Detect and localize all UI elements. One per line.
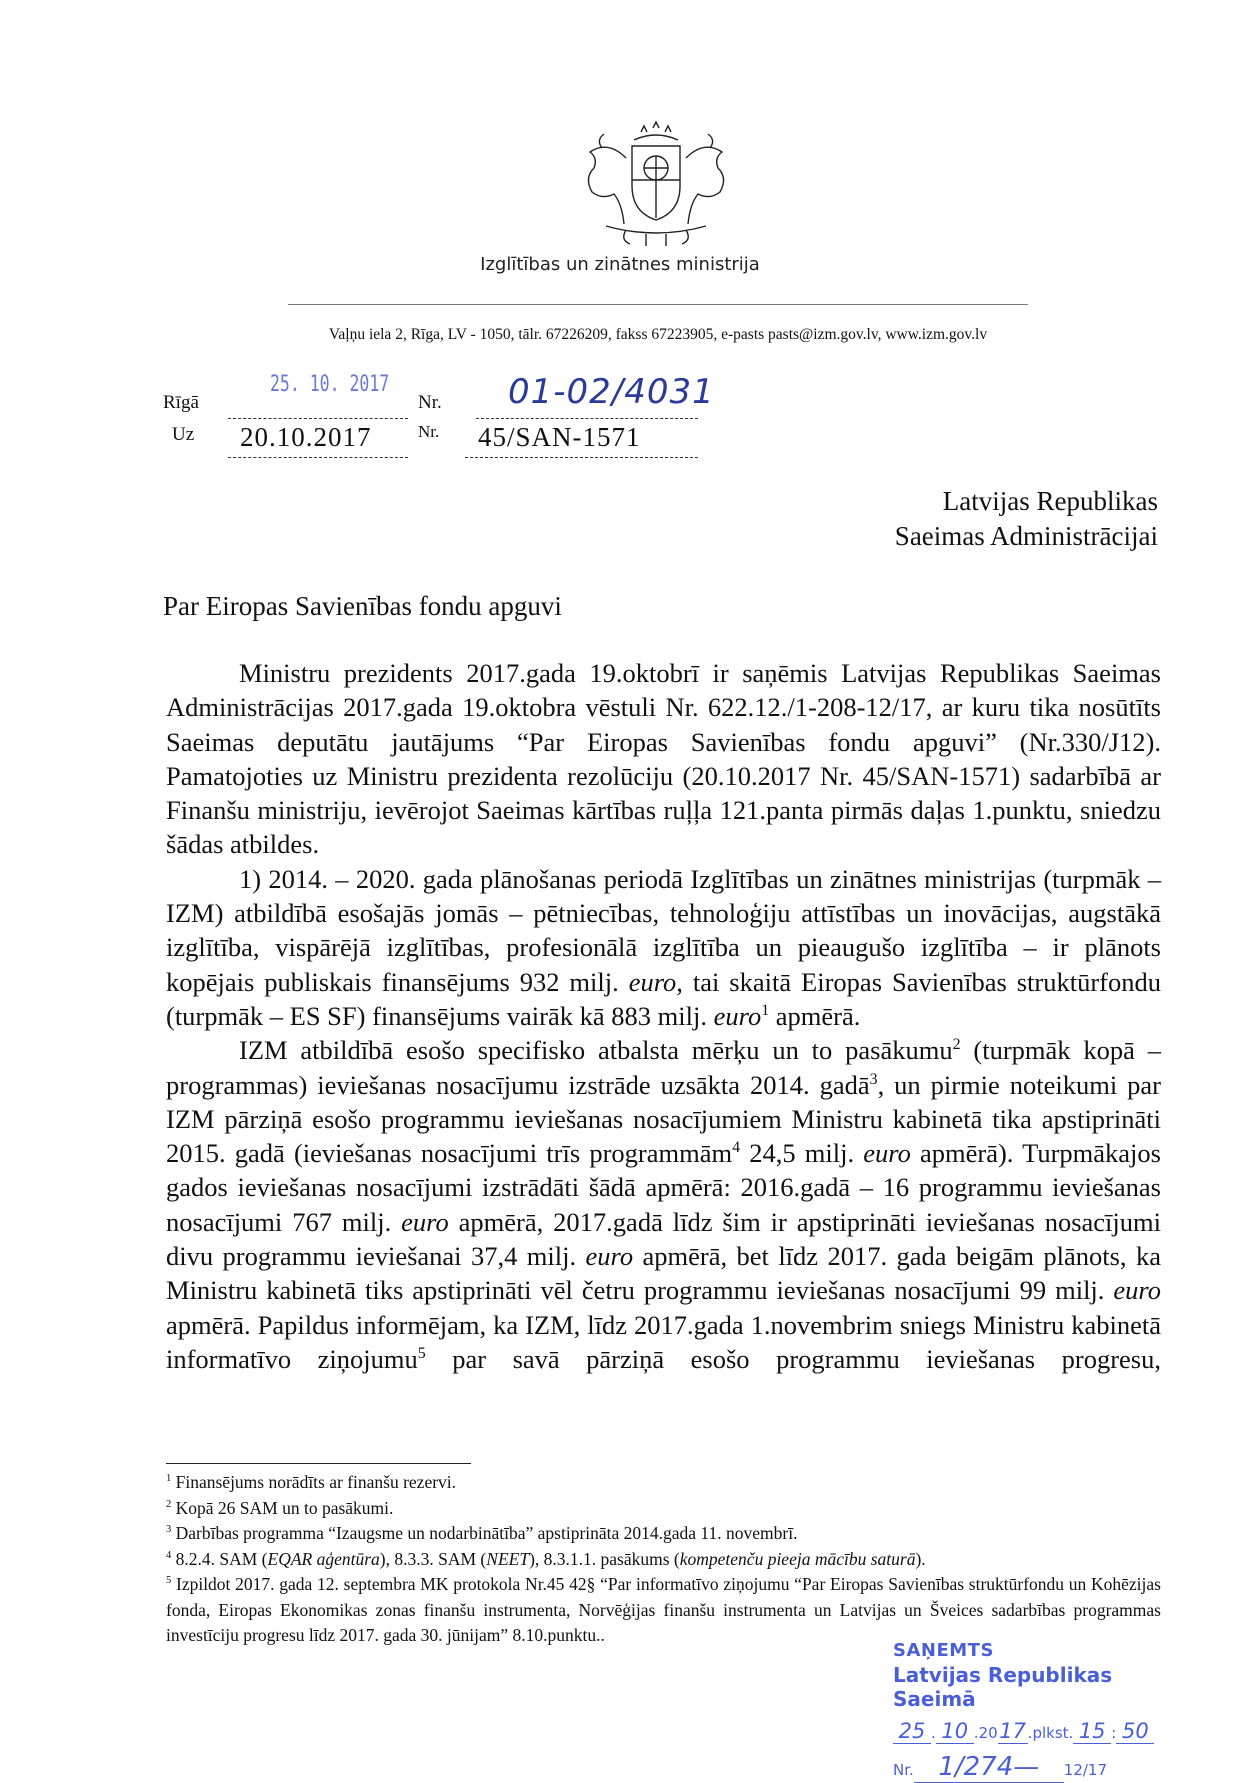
text-segment: ), 8.3.1.1. pasākums (: [529, 1548, 680, 1569]
footnote-reference: 4: [166, 1549, 172, 1561]
italic-text: kompetenču pieeja mācību saturā: [679, 1548, 916, 1569]
stamp-month: 10: [936, 1719, 974, 1744]
letter-subject: Par Eiropas Savienības fondu apguvi: [163, 591, 562, 621]
text-segment: Izpildot 2017. gada 12. septembra MK protokola Nr.45 42§ “Par informatīvo ziņojumu “Par Eiropas Savienības struktūrfondu un Kohēzijas fonda, Eiropas Ekonomikas zonas finanšu instrumenta, Norvēģijas finanšu instrumenta un Latvijas un Šveices sadarbības programmas investīciju progresu līdz 2017. gada 30. jūnijam” 8.10.punktu..: [166, 1574, 1161, 1645]
stamp-institution: Latvijas Republikas Saeimā: [893, 1663, 1113, 1711]
text-segment: ).: [915, 1548, 926, 1569]
text-segment: apmērā, 2017.gadā līdz šim ir apstiprināti ieviešanas nosacījumi divu programmu ieviešanai 37,4 milj.: [166, 1206, 1161, 1272]
footnote-reference: 5: [166, 1575, 172, 1587]
recipient-line-2: Saeimas Administrācijai: [894, 521, 1158, 551]
place-label: Rīgā: [163, 392, 199, 413]
ministry-address: [0, 326, 1240, 344]
footnote-reference: 1: [761, 1002, 770, 1020]
number-line: [476, 418, 698, 419]
text-segment: Finansējums norādīts ar finanšu rezervi.: [171, 1472, 457, 1492]
stamp-title: SAŅEMTS: [893, 1640, 994, 1661]
footnote: [166, 1496, 1166, 1522]
letter-body: [166, 656, 1161, 1376]
ministry-name: Izglītības un zinātnes ministrija: [480, 254, 760, 275]
text-segment: , tai skaitā Eiropas Savienības struktūrfondu (turpmāk – ES SF) finansējums vairāk kā 883 milj.: [166, 966, 1161, 1031]
stamp-day: 25: [893, 1719, 931, 1744]
body-paragraph: [166, 656, 1161, 862]
text-segment: apmērā). Turpmākajos gados ieviešanas nosacījumi izstrādāti šādā apmērā: 2016.gadā – 16 programmu ieviešanas nosacījumi 767 milj.: [166, 1138, 1161, 1237]
reply-date: 20.10.2017: [240, 422, 372, 452]
reply-number: 45/SAN-1571: [478, 422, 641, 452]
footnote-reference: 3: [166, 1524, 172, 1536]
italic-text: EQAR aģentūra: [267, 1548, 380, 1569]
text-segment: Darbības programma “Izaugsme un nodarbinātība” apstiprināta 2014.gada 11. novembrī.: [171, 1523, 798, 1543]
recipient-line-1: Latvijas Republikas: [942, 486, 1158, 516]
recipient-block: [895, 484, 1158, 554]
stamp-nr-label: Nr.: [893, 1761, 914, 1779]
reply-number-line: [465, 457, 698, 458]
text-segment: 8.2.4. SAM (: [171, 1548, 268, 1569]
text-segment: 1) 2014. – 2020. gada plānošanas periodā Izglītības un zinātnes ministrijas (turpmāk – IZM) atbildībā esošajās jomās – pētniecības, tehnoloģiju attīstības un inovācijas, augstākā izglītība, vispārējā izglītības, profesionālā izglītība un pieaugušo izglītība – ir plānots kopējais publiskais finansējums 932 milj.: [166, 863, 1161, 997]
received-stamp: [893, 1640, 1193, 1783]
footnote-reference: 3: [869, 1070, 878, 1088]
text-segment: Ministru prezidents 2017.gada 19.oktobrī ir saņēmis Latvijas Republikas Saeimas Administrācijas 2017.gada 19.oktobra vēstuli Nr. 622.12./1-208-12/17, ar kuru tika nosūtīts Saeimas deputātu jautājums “Par Eiropas Savienības fondu apguvi” (Nr.330/J12). Pamatojoties uz Ministru prezidenta rezolūciju (20.10.2017 Nr. 45/SAN-1571) sadarbībā ar Finanšu ministriju, ievērojot Saeimas kārtības ruļļa 121.panta pirmās daļas 1.punktu, sniedzu šādas atbildes.: [166, 658, 1161, 860]
text-segment: ), 8.3.3. SAM (: [379, 1548, 487, 1569]
document-number: 01-02/4031: [508, 372, 715, 412]
registration-date-stamp: 25. 10. 2017: [270, 372, 390, 397]
footnote-reference: 1: [166, 1473, 172, 1485]
text-segment: apmērā.: [769, 1000, 861, 1031]
italic-text: euro: [628, 966, 677, 997]
stamp-date-row: 25 . 10 .2017 .plkst. 15 : 50: [893, 1719, 1193, 1744]
italic-text: euro: [863, 1138, 911, 1169]
footnote-divider: [166, 1463, 471, 1464]
italic-text: euro: [585, 1241, 634, 1272]
stamp-number-row: [893, 1752, 1193, 1783]
stamp-hour: 15: [1073, 1719, 1111, 1744]
footnote-reference: 2: [952, 1036, 961, 1054]
nr-label: Nr.: [418, 392, 442, 413]
text-segment: (turpmāk kopā – programmas) ieviešanas nosacījumu izstrāde uzsākta 2014. gadā: [166, 1035, 1161, 1100]
footnote: [166, 1470, 1166, 1496]
text-segment: apmērā, bet līdz 2017. gada beigām plānots, ka Ministru kabinetā tiks apstiprināti vēl četru programmu ieviešanas nosacījumi 99 milj.: [166, 1241, 1161, 1306]
footnote: [166, 1521, 1166, 1547]
italic-text: NEET: [486, 1548, 530, 1569]
stamp-time-label: plkst.: [1032, 1724, 1074, 1742]
date-line: [228, 418, 408, 419]
reply-date-line: [228, 457, 408, 458]
stamp-year-prefix: 20: [978, 1724, 998, 1742]
address-text: Vaļņu iela 2, Rīga, LV - 1050, tālr. 67226209, fakss 67223905, e-pasts pasts@izm.gov.lv, www.izm.gov.lv: [328, 326, 988, 343]
text-segment: , un pirmie noteikumi par IZM pārziņā esošo programmu ieviešanas nosacījumiem Ministru kabinetā tika apstiprināti 2015. gadā (ieviešanas nosacījumi trīs programmām: [166, 1069, 1161, 1169]
text-segment: IZM atbildībā esošo specifisko atbalsta mērķu un to pasākumu: [239, 1035, 953, 1066]
footnote-reference: 2: [166, 1498, 172, 1510]
reply-label: Uz: [172, 424, 195, 445]
stamp-year-suffix: 17: [999, 1719, 1027, 1743]
footnote-reference: 5: [417, 1345, 426, 1363]
footnote: [166, 1572, 1161, 1649]
italic-text: euro: [401, 1206, 449, 1237]
coat-of-arms-emblem: [566, 118, 746, 248]
body-paragraph: [166, 1033, 1161, 1376]
header-divider: [288, 304, 1028, 305]
footnote-reference: 4: [732, 1139, 741, 1157]
stamp-minute: 50: [1116, 1719, 1154, 1744]
body-paragraph: [166, 862, 1161, 1033]
stamp-number: 1/274—: [914, 1752, 1064, 1783]
text-segment: 24,5 milj.: [740, 1138, 864, 1169]
stamp-code: 12/17: [1063, 1761, 1108, 1779]
italic-text: euro: [713, 1000, 762, 1031]
text-segment: Kopā 26 SAM un to pasākumi.: [171, 1497, 394, 1518]
text-segment: apmērā. Papildus informējam, ka IZM, līdz 2017.gada 1.novembrim sniegs Ministru kabinetā informatīvo ziņojumu: [166, 1309, 1161, 1374]
reply-nr-label: Nr.: [418, 422, 440, 441]
italic-text: euro: [1113, 1275, 1161, 1306]
footnote: [166, 1547, 1166, 1573]
footnotes: [166, 1470, 1166, 1649]
text-segment: par savā pārziņā esošo programmu ieviešanas progresu,: [425, 1343, 1161, 1374]
